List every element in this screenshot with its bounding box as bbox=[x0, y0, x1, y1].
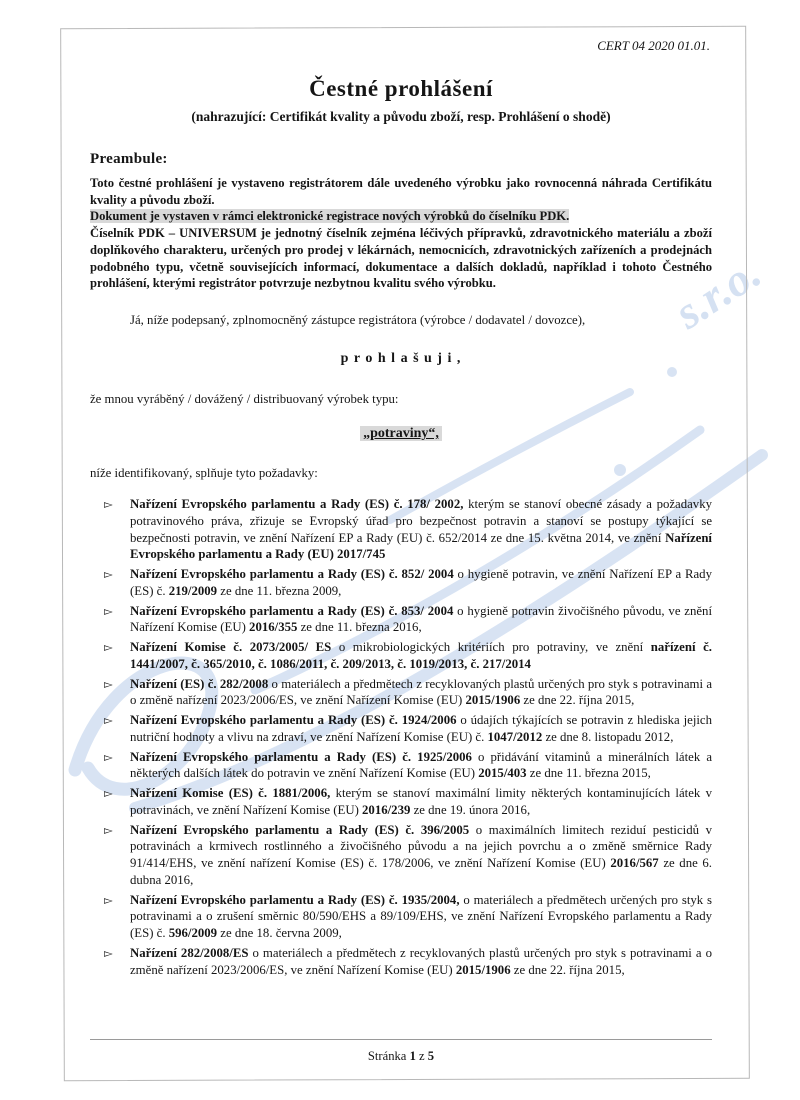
arrow-bullet-icon: ▻ bbox=[104, 749, 113, 764]
list-item bbox=[104, 892, 712, 942]
preamble-line: Toto čestné prohlášení je vystaveno registrátorem dále uvedeného výrobku jako rovnocenná náhrada Certifikátu kvality a původu zboží. bbox=[90, 176, 712, 207]
declaration-word: p r o h l a š u j i , bbox=[340, 351, 462, 367]
list-item-text: Nařízení 282/2008/ES o materiálech a předmětech z recyklovaných plastů určených pro styk s potravinami a o změně nařízení 2023/2006/ES, ve znění Nařízení Komise (EU) 2015/1906 ze dne 22. října 2015, bbox=[130, 945, 712, 977]
list-item bbox=[104, 822, 712, 889]
arrow-bullet-icon: ▻ bbox=[104, 713, 113, 728]
preamble-line: Dokument je vystaven v rámci elektronické registrace nových výrobků do číselníku PDK. bbox=[90, 209, 570, 224]
arrow-bullet-icon: ▻ bbox=[104, 497, 113, 512]
arrow-bullet-icon: ▻ bbox=[104, 676, 113, 691]
list-item bbox=[104, 566, 712, 600]
page-footer bbox=[90, 1039, 712, 1064]
page-subtitle: (nahrazující: Certifikát kvality a původu zboží, resp. Prohlášení o shodě) bbox=[191, 109, 611, 124]
page-title: Čestné prohlášení bbox=[309, 76, 493, 101]
arrow-bullet-icon: ▻ bbox=[104, 892, 113, 907]
arrow-bullet-icon: ▻ bbox=[104, 567, 113, 582]
arrow-bullet-icon: ▻ bbox=[104, 822, 113, 837]
list-item-text: Nařízení Komise č. 2073/2005/ ES o mikrobiologických kritériích pro potraviny, ve znění nařízení č. 1441/2007, č. 365/2010, č. 1086/2011, č. 209/2013, č. 1019/2013, č. 217/2014 bbox=[130, 640, 712, 671]
preamble-text bbox=[90, 175, 712, 292]
arrow-bullet-icon: ▻ bbox=[104, 640, 113, 655]
document-content bbox=[90, 38, 712, 981]
list-item-text: Nařízení (ES) č. 282/2008 o materiálech a předmětech z recyklovaných plastů určených pro styk s potravinami a o změně nařízení 2023/2006/ES, ve znění Nařízení Komise (EU) 2015/1906 ze dne 22. října 2015, bbox=[130, 676, 713, 708]
footer-page-current: 1 bbox=[409, 1049, 416, 1063]
footer-page-total: 5 bbox=[427, 1049, 435, 1063]
list-item bbox=[104, 639, 712, 673]
list-item-text: Nařízení Evropského parlamentu a Rady (ES) č. 178/ 2002, kterým se stanoví obecné zásady a požadavky potravinového práva, zřizuje se Evropský úřad pro bezpečnost potravin a stanoví se postupy týkající se bezpečnosti potravin, ve znění Nařízení EP a Rady (EU) č. 652/2014 ze dne 15. května 2014, ve znění Nařízení Evropského parlamentu a Rady (EU) 2017/745 bbox=[130, 497, 712, 562]
list-item-text: Nařízení Evropského parlamentu a Rady (ES) č. 1935/2004, o materiálech a předmětech určených pro styk s potravinami a o zrušení směrnic 80/590/EHS a 89/109/EHS, ve znění Nařízení Evropského parlamentu a Rady (ES) č. 596/2009 ze dne 18. června 2009, bbox=[130, 892, 712, 941]
list-item bbox=[104, 603, 712, 637]
requirements-list bbox=[90, 496, 712, 978]
list-item-text: Nařízení Evropského parlamentu a Rady (ES) č. 852/ 2004 o hygieně potravin, ve znění Nařízení EP a Rady (ES) č. 219/2009 ze dne 11. března 2009, bbox=[130, 567, 712, 598]
list-item bbox=[104, 749, 712, 783]
list-item bbox=[104, 945, 712, 979]
product-type-line: že mnou vyráběný / dovážený / distribuovaný výrobek typu: bbox=[90, 392, 399, 407]
arrow-bullet-icon: ▻ bbox=[104, 786, 113, 801]
product-type-value: „potraviny“, bbox=[360, 426, 442, 441]
list-item bbox=[104, 785, 712, 819]
list-item-text: Nařízení Evropského parlamentu a Rady (ES) č. 396/2005 o maximálních limitech reziduí pesticidů v potravinách a krmivech rostlinného a živočišného původu a na jejich povrchu a o změně směrnice Rady 91/414/EHS, ve znění nařízení Komise (ES) č. 178/2006, ve znění Nařízení Komise (EU) 2016/567 ze dne 6. dubna 2016, bbox=[130, 822, 713, 887]
list-item-text: Nařízení Evropského parlamentu a Rady (ES) č. 1924/2006 o údajích týkajících se potravin z hlediska jejich nutriční hodnoty a vlivu na zdraví, ve znění Nařízení Komise (EU) č. 1047/2012 ze dne 8. listopadu 2012, bbox=[130, 713, 713, 744]
list-item-text: Nařízení Evropského parlamentu a Rady (ES) č. 1925/2006 o přidávání vitaminů a minerálních látek a některých dalších látek do potravin ve znění Nařízení Komise (EU) 2015/403 ze dne 11. března 2015, bbox=[130, 749, 712, 781]
list-item bbox=[104, 496, 712, 563]
list-item-text: Nařízení Evropského parlamentu a Rady (ES) č. 853/ 2004 o hygieně potravin živočišného původu, ve znění Nařízení Komise (EU) 2016/355 ze dne 11. března 2016, bbox=[130, 603, 712, 635]
requirements-intro: níže identifikovaný, splňuje tyto požadavky: bbox=[90, 466, 318, 481]
arrow-bullet-icon: ▻ bbox=[104, 603, 113, 618]
list-item bbox=[104, 676, 712, 710]
footer-page-separator: z bbox=[419, 1049, 425, 1063]
arrow-bullet-icon: ▻ bbox=[104, 945, 113, 960]
intro-paragraph: Já, níže podepsaný, zplnomocněný zástupce registrátora (výrobce / dodavatel / dovozce), bbox=[130, 313, 586, 328]
preamble-line: Číselník PDK – UNIVERSUM je jednotný číselník zejména léčivých přípravků, zdravotnického materiálu a zboží doplňkového charakteru, určených pro prodej v lékárnách, nemocnicích, zdravotnických zařízeních a prodejnách podobného typu, včetně souvisejících informací, dokumentace a dalších dokladů, například i tohoto Čestného prohlášení, kterými registrátor potvrzuje nezbytnou kvalitu svého výrobku. bbox=[90, 226, 712, 291]
list-item bbox=[104, 712, 712, 746]
watermark-text: s.r.o. bbox=[665, 246, 770, 339]
preamble-heading: Preambule: bbox=[90, 151, 168, 167]
doc-code: CERT 04 2020 01.01. bbox=[597, 38, 710, 53]
list-item-text: Nařízení Komise (ES) č. 1881/2006, kterým se stanoví maximální limity některých kontaminujících látek v potravinách, ve znění Nařízení Komise (EU) 2016/239 ze dne 19. února 2016, bbox=[130, 786, 712, 817]
product-type-row bbox=[90, 424, 712, 442]
footer-page-label: Stránka bbox=[367, 1049, 407, 1063]
